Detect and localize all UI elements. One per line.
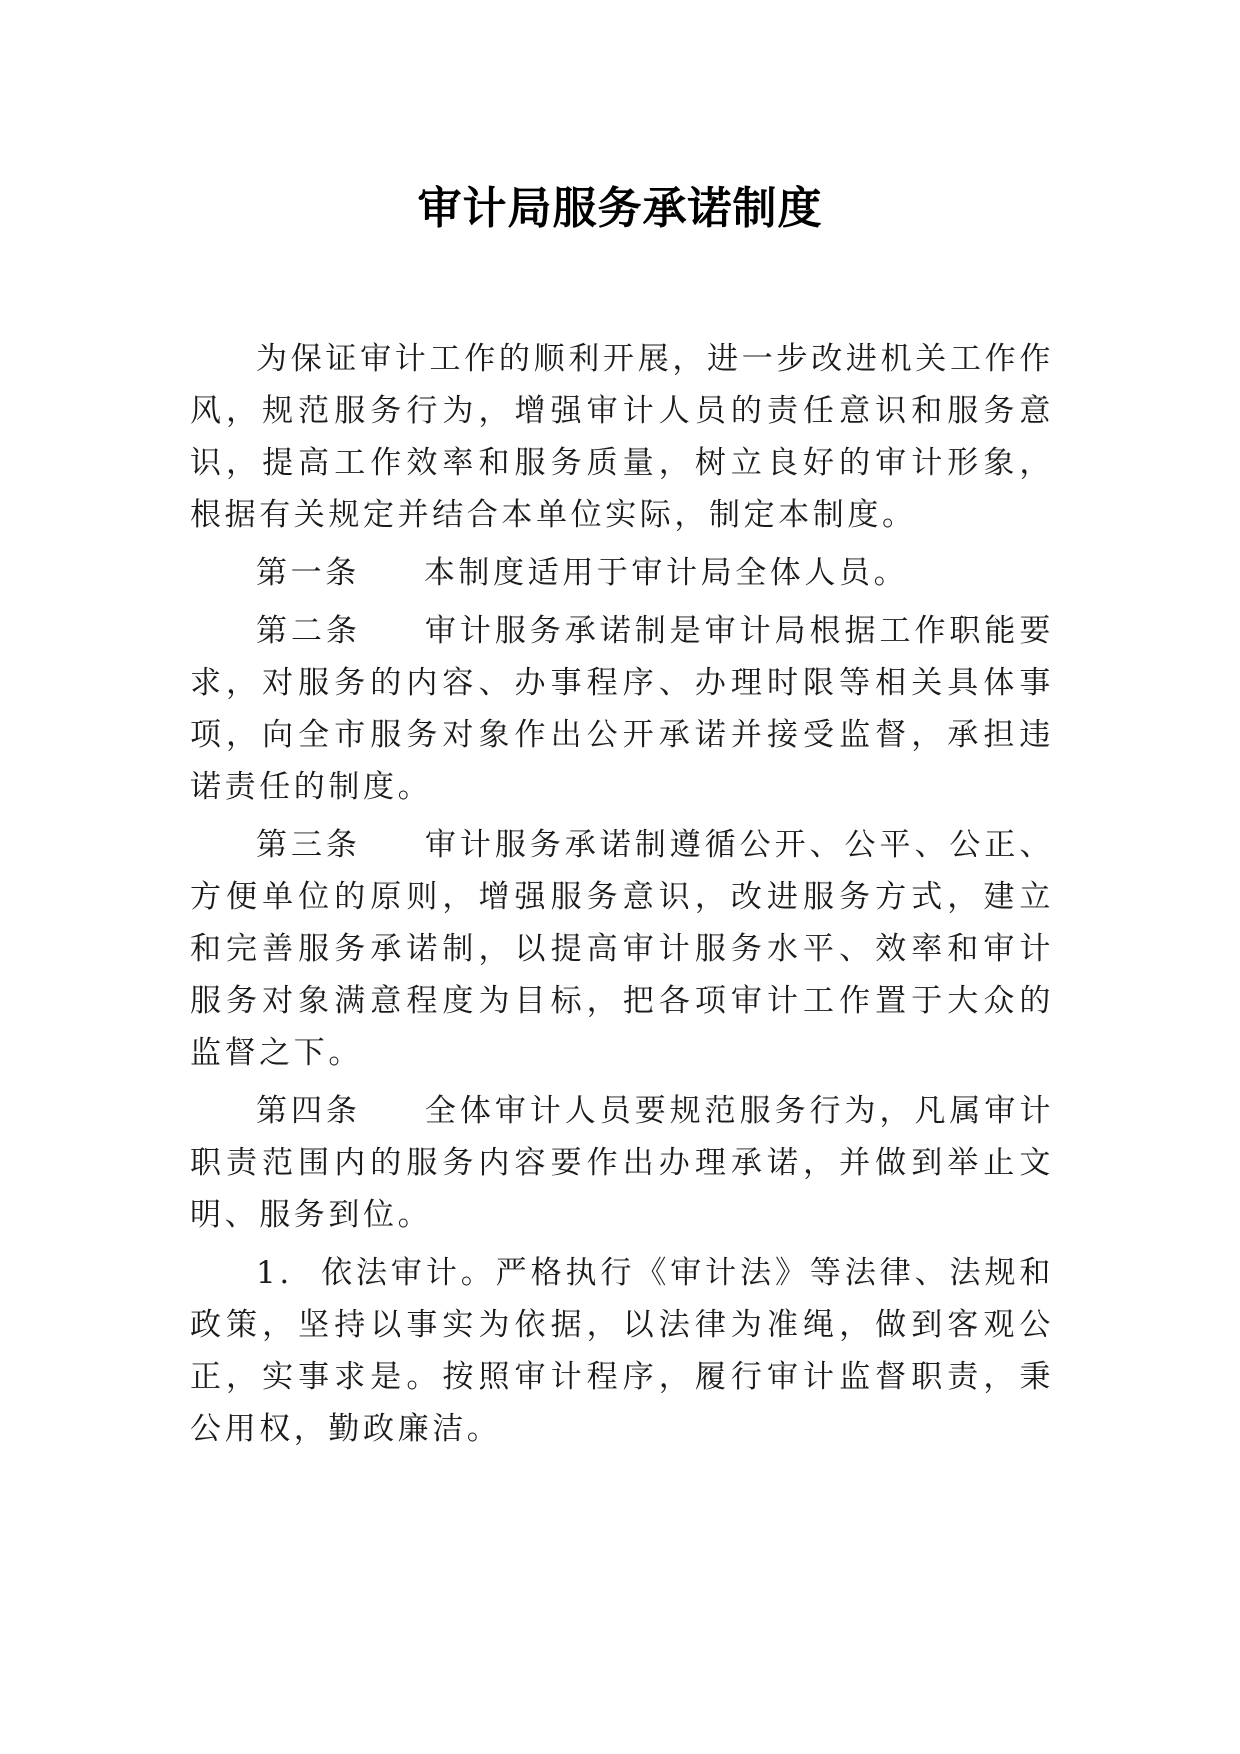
article-4: [190, 1085, 1054, 1241]
article-text: 审计服务承诺制是审计局根据工作职能要求，对服务的内容、办事程序、办理时限等相关具体事项，向全市服务对象作出公开承诺并接受监督，承担违诺责任的制度。: [190, 613, 1054, 805]
item-number: 1.: [256, 1255, 293, 1291]
article-2: [190, 605, 1054, 813]
article-label: 第三条: [256, 827, 361, 863]
article-3: [190, 819, 1054, 1079]
article-text: 全体审计人员要规范服务行为，凡属审计职责范围内的服务内容要作出办理承诺，并做到举止文明、服务到位。: [190, 1093, 1054, 1233]
article-label: 第四条: [256, 1093, 361, 1129]
intro-paragraph: 为保证审计工作的顺利开展，进一步改进机关工作作风，规范服务行为，增强审计人员的责任意识和服务意识，提高工作效率和服务质量，树立良好的审计形象，根据有关规定并结合本单位实际，制定本制度。: [190, 341, 1054, 533]
document-title: 审计局服务承诺制度: [417, 183, 823, 235]
article-label: 第二条: [256, 613, 361, 649]
article-text: 审计服务承诺制遵循公开、公平、公正、方便单位的原则，增强服务意识，改进服务方式，建立和完善服务承诺制，以提高审计服务水平、效率和审计服务对象满意程度为目标，把各项审计工作置于大众的监督之下。: [190, 827, 1054, 1071]
document-body: [190, 333, 1054, 1455]
item-text: 依法审计。严格执行《审计法》等法律、法规和政策，坚持以事实为依据，以法律为准绳，做到客观公正，实事求是。按照审计程序，履行审计监督职责，秉公用权，勤政廉洁。: [190, 1255, 1054, 1447]
article-1: [190, 547, 1054, 599]
list-item-1: [190, 1247, 1054, 1455]
article-text: 本制度适用于审计局全体人员。: [423, 555, 909, 591]
article-label: 第一条: [256, 555, 360, 591]
